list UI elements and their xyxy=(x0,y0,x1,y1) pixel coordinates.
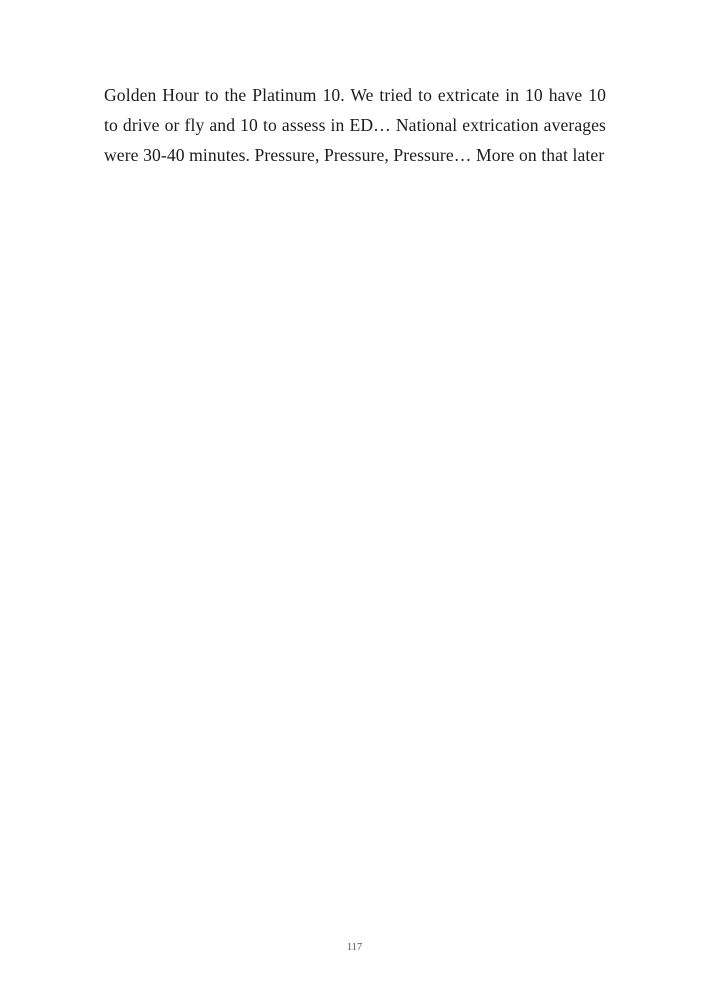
page-number: 117 xyxy=(346,942,363,953)
body-text-block xyxy=(104,80,606,170)
paragraph: Golden Hour to the Platinum 10. We tried to extricate in 10 have 10 to drive or fly and 10 to assess in ED… National extrication averages were 30-40 minutes. Pressure, Pressure, Pressure… More on that later xyxy=(104,85,606,165)
